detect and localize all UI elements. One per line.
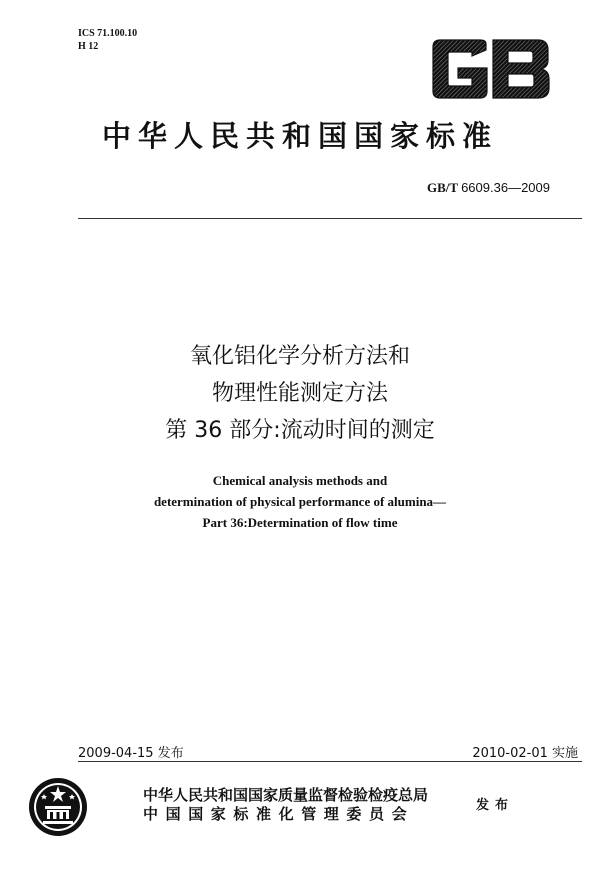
issuer-line2: 中国国家标准化管理委员会	[143, 805, 415, 823]
chinese-title-line2: 物理性能测定方法	[211, 381, 388, 406]
issuer-line1: 中华人民共和国国家质量监督检验检疫总局	[143, 786, 429, 804]
english-title-line3: Part 36:Determination of flow time	[202, 515, 398, 530]
english-title-line1: Chemical analysis methods and	[212, 473, 388, 488]
english-title-line2: determination of physical performance of alumina—	[153, 494, 447, 509]
footer-divider	[78, 761, 582, 762]
header-divider	[78, 218, 582, 219]
publish-label: 发布	[476, 798, 515, 813]
gb-logo-icon	[430, 38, 552, 100]
national-emblem-icon	[27, 776, 89, 838]
standard-code	[427, 180, 550, 196]
chinese-title-line1: 氧化铝化学分析方法和	[189, 344, 410, 369]
implementation-date: 2010-02-01 实施	[472, 746, 578, 761]
chinese-title	[0, 338, 600, 449]
issuing-authorities	[143, 786, 428, 824]
classification-codes	[78, 27, 137, 53]
english-title	[0, 470, 600, 533]
standard-code-number: 6609.36—2009	[461, 180, 550, 195]
issue-date: 2009-04-15 发布	[78, 746, 184, 761]
standard-type-heading: 中华人民共和国国家标准	[101, 119, 498, 153]
chinese-title-line3: 第 36 部分:流动时间的测定	[165, 418, 435, 443]
ccs-code: H 12	[78, 41, 99, 52]
ics-code: ICS 71.100.10	[78, 28, 138, 39]
standard-code-prefix: GB/T	[426, 180, 458, 195]
